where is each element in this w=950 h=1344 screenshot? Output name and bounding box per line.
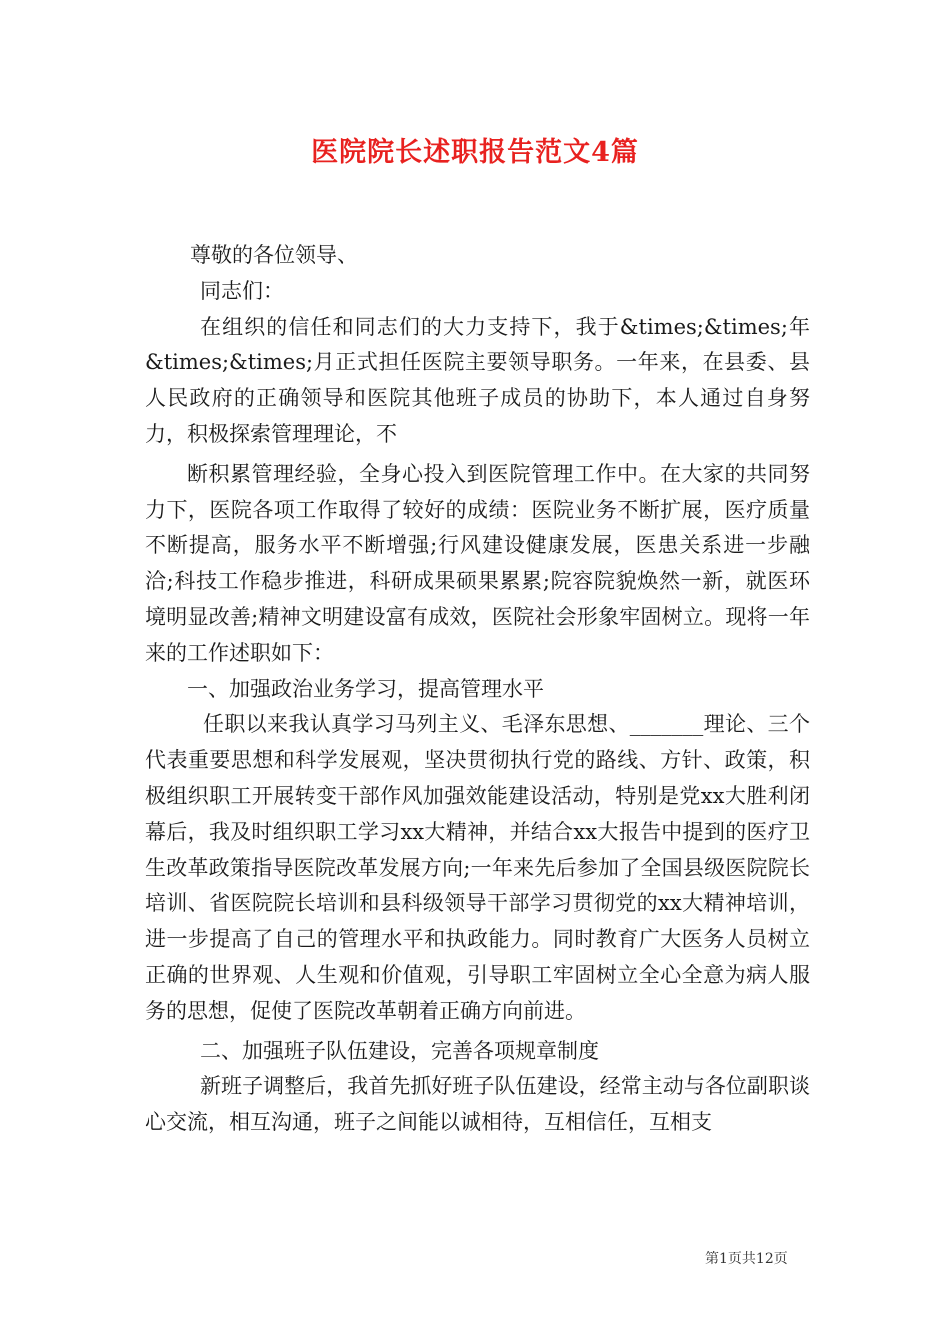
document-title: 医院院长述职报告范文4篇 xyxy=(311,137,639,168)
paragraph-section-2: 新班子调整后，我首先抓好班子队伍建设，经常主动与各位副职谈心交流，相互沟通，班子之间能以诚相待，互相信任，互相支 xyxy=(145,1074,810,1135)
section-heading-1: 一、加强政治业务学习，提高管理水平 xyxy=(187,676,544,701)
paragraph-section-1: 任职以来我认真学习马列主义、毛泽东思想、_______理论、三个代表重要思想和科学发展观，坚决贯彻执行党的路线、方针、政策，积极组织职工开展转变干部作风加强效能建设活动，特别是党xx大胜利闭幕后，我及时组织职工学习xx大精神，并结合xx大报告中提到的医疗卫生改革政策指导医院改革发展方向;一年来先后参加了全国县级医院院长培训、省医院院长培训和县科级领导干部学习贯彻党的xx大精神培训，进一步提高了自己的管理水平和执政能力。同时教育广大医务人员树立正确的世界观、人生观和价值观，引导职工牢固树立全心全意为病人服务的思想，促使了医院改革朝着正确方向前进。 xyxy=(145,712,810,1023)
page-number: 第1页共12页 xyxy=(705,1251,788,1267)
section-heading-2: 二、加强班子队伍建设，完善各项规章制度 xyxy=(200,1038,599,1063)
salutation-line-1: 尊敬的各位领导、 xyxy=(190,243,358,267)
paragraph-intro: 在组织的信任和同志们的大力支持下，我于&times;&times;年&times;&times;月正式担任医院主要领导职务。一年来，在县委、县人民政府的正确领导和医院其他班子成员的协助下，本人通过自身努力，积极探索管理理论，不 xyxy=(145,314,810,446)
document-body xyxy=(145,238,810,1141)
paragraph-achievements: 断积累管理经验，全身心投入到医院管理工作中。在大家的共同努力下，医院各项工作取得了较好的成绩：医院业务不断扩展，医疗质量不断提高，服务水平不断增强;行风建设健康发展，医患关系进一步融洽;科技工作稳步推进，科研成果硕果累累;院容院貌焕然一新，就医环境明显改善;精神文明建设富有成效，医院社会形象牢固树立。现将一年来的工作述职如下： xyxy=(145,461,810,665)
salutation-line-2: 同志们： xyxy=(200,278,284,303)
